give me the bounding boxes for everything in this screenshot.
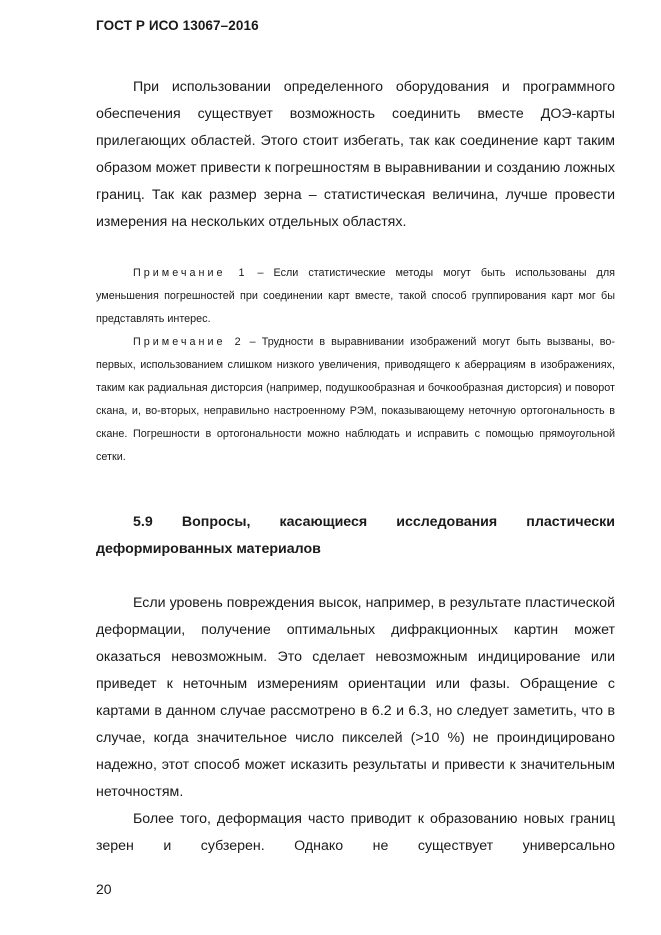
note-2-label: Примечание 2: [133, 336, 244, 348]
paragraph-plastic-deformation: Если уровень повреждения высок, например, в результате пластической деформации, получение оптимальных дифракционных картин может оказаться невозможным. Это сделает невозможным индицирование или приведет к неточным измерениям ориентации или фазы. Обращение с картами в данном случае рассмотрено в 6.2 и 6.3, но следует заметить, что в случае, когда значительное число пикселей (>10 %) не проиндицировано надежно, этот способ может исказить результаты и привести к значительным неточностям.: [96, 595, 615, 800]
note-1-text: – Если статистические методы могут быть использованы для уменьшения погрешностей при соединении карт вместе, такой способ группирования карт мог бы представлять интерес.: [96, 267, 615, 325]
section-heading-block: [96, 509, 615, 563]
page-number: 20: [96, 881, 112, 897]
note-1: [96, 262, 615, 331]
notes-block: [96, 262, 615, 469]
note-2-text: – Трудности в выравнивании изображений могут быть вызваны, во-первых, использованием слишком низкого увеличения, приводящего к аберрациям в изображениях, таким как радиальная дисторсия (например, подушкообразная и бочкообразная дисторсия) и поворот скана, и, во-вторых, неправильно настроенному РЭМ, показывающему неточную ортогональность в скане. Погрешности в ортогональности можно наблюдать и исправить с помощью прямоугольной сетки.: [96, 336, 615, 463]
paragraph-map-stitching: При использовании определенного оборудования и программного обеспечения существует возможность соединить вместе ДОЭ-карты прилегающих областей. Этого стоит избегать, так как соединение карт таким образом может привести к погрешностям в выравнивании и созданию ложных границ. Так как размер зерна – статистическая величина, лучше провести измерения на нескольких отдельных областях.: [96, 79, 615, 230]
note-1-label: Примечание 1: [133, 267, 248, 279]
paragraph-block-2: [96, 590, 615, 860]
note-2: [96, 331, 615, 469]
section-title: 5.9 Вопросы, касающиеся исследования пластически деформированных материалов: [96, 514, 615, 557]
paragraph-new-boundaries: Более того, деформация часто приводит к образованию новых границ зерен и субзерен. Однако не существует универсально: [96, 811, 615, 854]
paragraph-block-1: [96, 74, 615, 236]
document-header: ГОСТ Р ИСО 13067–2016: [96, 18, 259, 33]
